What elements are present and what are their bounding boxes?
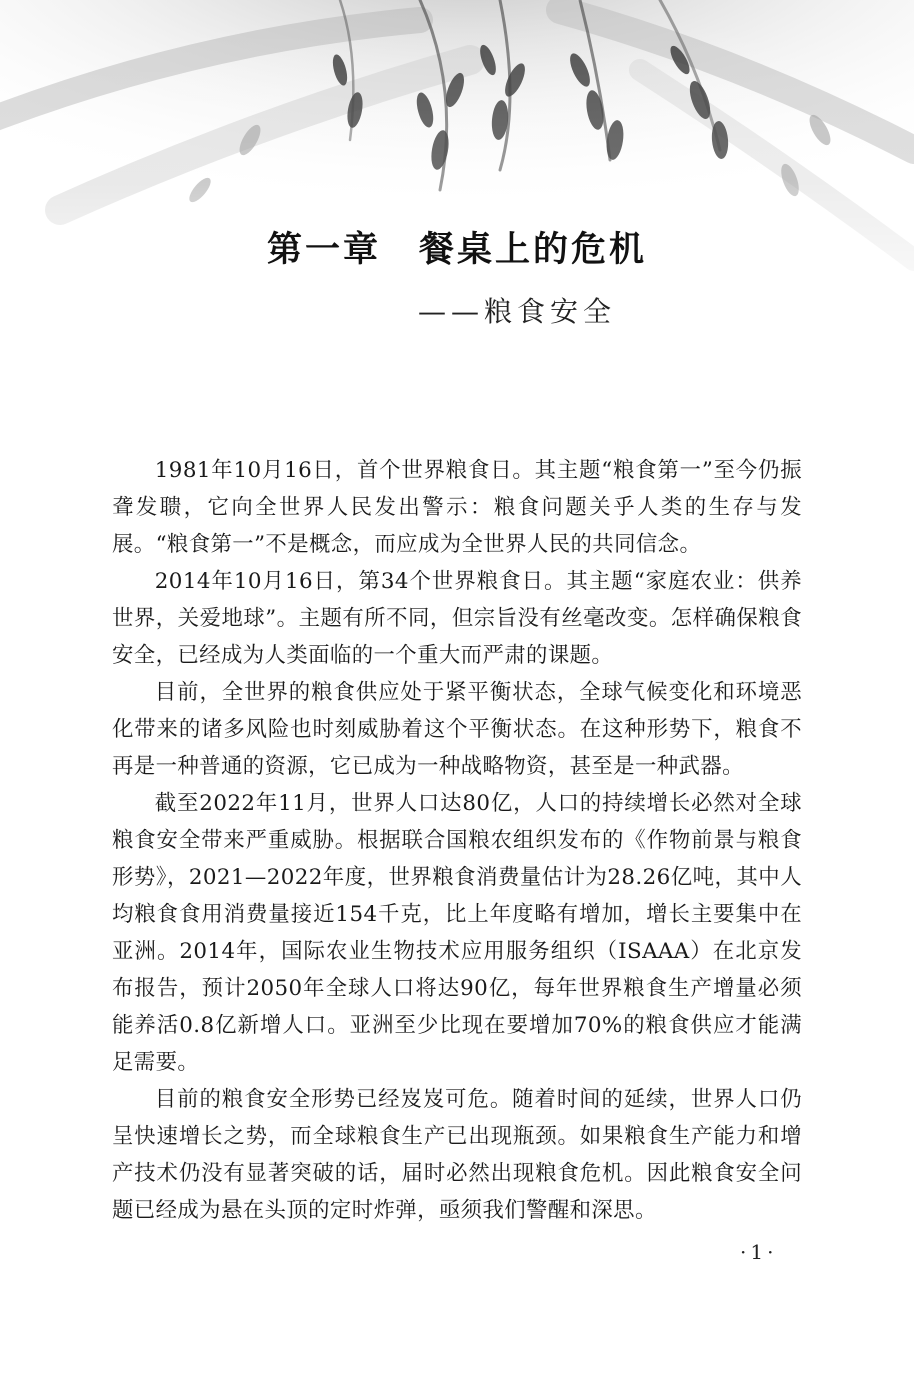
chapter-heading: 餐桌上的危机 [419, 230, 648, 270]
paragraph: 1981年10月16日，首个世界粮食日。其主题“粮食第一”至今仍振聋发聩，它向全世界人民发出警示：粮食问题关乎人类的生存与发展。“粮食第一”不是概念，而应成为全世界人民的共同信念。 [112, 458, 802, 557]
paragraph: 目前，全世界的粮食供应处于紧平衡状态，全球气候变化和环境恶化带来的诸多风险也时刻威胁着这个平衡状态。在这种形势下，粮食不再是一种普通的资源，它已成为一种战略物资，甚至是一种武器。 [112, 680, 802, 779]
chapter-title [0, 222, 914, 272]
paragraph: 2014年10月16日，第34个世界粮食日。其主题“家庭农业：供养世界，关爱地球”。主题有所不同，但宗旨没有丝毫改变。怎样确保粮食安全，已经成为人类面临的一个重大而严肃的课题。 [112, 569, 802, 668]
chapter-subtitle: ——粮食安全 [418, 295, 617, 328]
chapter-number: 第一章 [266, 230, 381, 270]
rice-banner-image [0, 0, 914, 330]
page-number: ·1· [740, 1240, 778, 1264]
paragraph: 目前的粮食安全形势已经岌岌可危。随着时间的延续，世界人口仍呈快速增长之势，而全球粮食生产已出现瓶颈。如果粮食生产能力和增产技术仍没有显著突破的话，届时必然出现粮食危机。因此粮食安全问题已经成为悬在头顶的定时炸弹，亟须我们警醒和深思。 [112, 1087, 802, 1223]
chapter-body [112, 452, 802, 1229]
paragraph: 截至2022年11月，世界人口达80亿，人口的持续增长必然对全球粮食安全带来严重威胁。根据联合国粮农组织发布的《作物前景与粮食形势》，2021—2022年度，世界粮食消费量估计为28.26亿吨，其中人均粮食食用消费量接近154千克，比上年度略有增加，增长主要集中在亚洲。2014年，国际农业生物技术应用服务组织（ISAAA）在北京发布报告，预计2050年全球人口将达90亿，每年世界粮食生产增量必须能养活0.8亿新增人口。亚洲至少比现在要增加70%的粮食供应才能满足需要。 [112, 791, 802, 1075]
